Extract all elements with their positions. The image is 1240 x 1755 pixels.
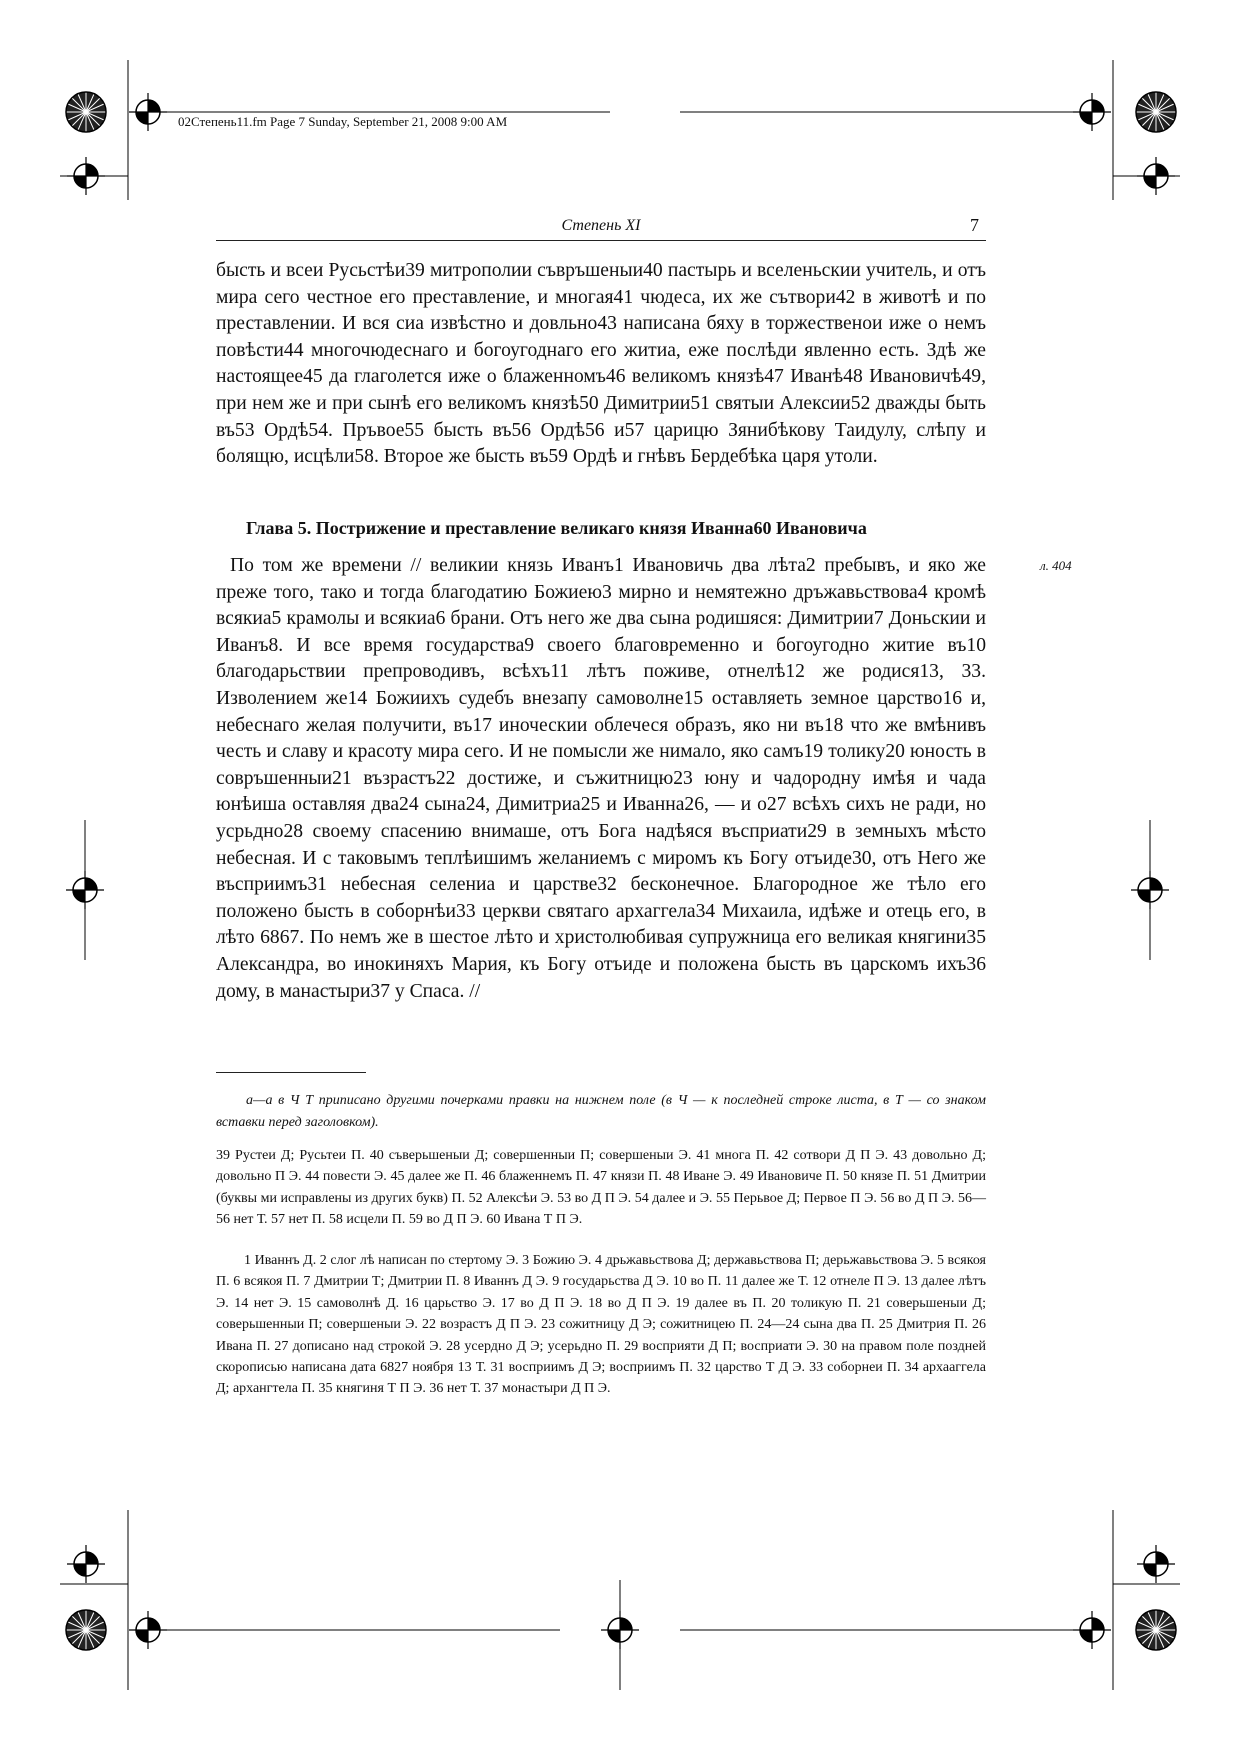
file-slug: 02Степень11.fm Page 7 Sunday, September 21, 2008 9:00 AM bbox=[178, 114, 508, 129]
footnote-a: а—а в Ч Т приписано другими почерками правки на нижнем поле (в Ч — к последней строке листа, в Т — со знаком вставки перед заголовком). bbox=[216, 1093, 986, 1130]
page-number: 7 bbox=[970, 215, 979, 235]
chapter-title: Глава 5. Пострижение и преставление великаго князя Иванна60 Ивановича bbox=[246, 518, 867, 538]
footnote-rule bbox=[216, 1072, 366, 1073]
paragraph-2: По том же времени // великии князь Иванъ1 Ивановичь два лѣта2 пребывъ, и яко же преже того, тако и тогда благодатию Божиею3 мирно и немятежно дръжавьствова4 кромѣ всякиа5 крамолы и всякиа6 брани. Отъ него же два сына родишяся: Димитрии7 Доньскии и Иванъ8. И все время государства9 своего благовременно и богоугодно житие въ10 благодарьствии препроводивъ, всѣхъ11 лѣтъ поживе, отнелѣ12 же родися13, 33. Изволением же14 Божиихъ судебъ внезапу самоволне15 оставляеть земное царство16 и, небеснаго желая получити, въ17 иноческии облечеся образъ, яко ни въ18 что же вмѣнивъ честь и славу и красоту мира сего. И не помысли же нимало, яко самъ19 толику20 юность в совръшенныи21 възрастъ22 достиже, и съжитницю23 юну и чадородну имѣя и чада юнѣиша оставляя два24 сына24, Димитриа25 и Иванна26, — и о27 всѣхъ сихъ не ради, но усрьдно28 своему спасению внимаше, отъ Бога надѣяся въсприати29 в земныхъ мѣсто небесная. И с таковымъ теплѣишимъ желаниемъ с миромъ къ Богу отъиде30, отъ Него же въсприимъ31 небесная селениа и царстве32 бесконечное. Благородное же тѣло его положено бысть в соборнѣи33 церкви святаго архаггела34 Михаила, идѣже и отець его, в лѣто 6867. По немъ же в шестое лѣто и христолюбивая супружница его великая княгини35 Александра, во инокиняхъ Мария, къ Богу отъиде и положена бысть въ царскомъ ихъ36 дому, в манастыри37 у Спаса. // bbox=[216, 555, 986, 1002]
footnotes-group-2: 1 Иваннъ Д. 2 слог лѣ написан по стертому Э. 3 Божию Э. 4 дрьжавьствова Д; державьствова П; дерьжавьствова Э. 5 всякоя П. 6 всякоя П. 7 Дмитрии Т; Дмитрии П. 8 Иваннъ Д Э. 9 государьства Д Э. 10 во П. 11 далее же Т. 12 отнеле П Э. 13 далее лѣтъ Э. 14 нет Э. 15 самоволнѣ Д. 16 царьство Э. 17 во Д П Э. 18 во Д П Э. 19 далее въ П. 20 толикую П. 21 соверьшеныи Д; соверьшенныи П; совершеныи Э. 22 возрастъ Д П Э. 23 сожитницу Д Э; сожитницею П. 24—24 сына два П. 25 Дмитрия П. 26 Ивана П. 27 дописано над строкой Э. 28 усердно Д Э; усерьдно П. 29 восприяти Д П; восприати Э. 30 на правом поле поздней скорописью написана дата 6827 ноября 13 Т. 31 восприимъ Д Э; восприимъ П. 32 царство Т Д Э. 33 соборнеи П. 34 архааггела Д; архангтела П. 35 княгиня Т П Э. 36 нет Т. 37 монастыри Д П Э. bbox=[216, 1253, 986, 1397]
paragraph-1: бысть и всеи Русьстѣи39 митрополии съвръшеныи40 пастырь и вселеньскии учитель, и отъ мира сего честное его преставление, и многая41 чюдеса, их же сътвори42 в животѣ и по преставлении. И вся сиа извѣстно и довльно43 написана бяху в торжественои иже о немъ повѣсти44 многочюдеснаго и богоугоднаго его житиа, еже послѣди явленно есть. Здѣ же настоящее45 да глаголется иже о блаженномъ46 великомъ князѣ47 Иванѣ48 Ивановичѣ49, при нем же и при сынѣ его великомъ князѣ50 Димитрии51 святыи Алексии52 дважды быть въ53 Ордѣ54. Пръвое55 бысть въ56 Ордѣ56 и57 царицю Зянибѣкову Таидулу, слѣпу и болящю, исцѣли58. Второе же бысть въ59 Ордѣ и гнѣвъ Бердебѣка царя утоли. bbox=[216, 260, 986, 468]
footnotes-group-1: 39 Рустеи Д; Русьтеи П. 40 съверьшеныи Д; совершенныи П; совершеныи Э. 41 многа П. 42 сотвори Д П Э. 43 довольно Д; довольно П Э. 44 повести Э. 45 далее же П. 46 блаженнемъ П. 47 князи П. 48 Иване Э. 49 Ивановиче П. 50 князе П. 51 Дмитрии (буквы ми исправлены из других букв) П. 52 Алексѣи Э. 53 во Д П Э. 54 далее и Э. 55 Перьвое Д; Первое П Э. 56 во Д П Э. 56—56 нет Т. 57 нет П. 58 исцели П. 59 во Д П Э. 60 Ивана Т П Э. bbox=[216, 1148, 986, 1228]
header-rule bbox=[216, 240, 986, 241]
body-text-1 bbox=[216, 258, 986, 471]
margin-folio-note: л. 404 bbox=[1040, 558, 1072, 573]
running-head: Степень XI bbox=[561, 217, 641, 234]
